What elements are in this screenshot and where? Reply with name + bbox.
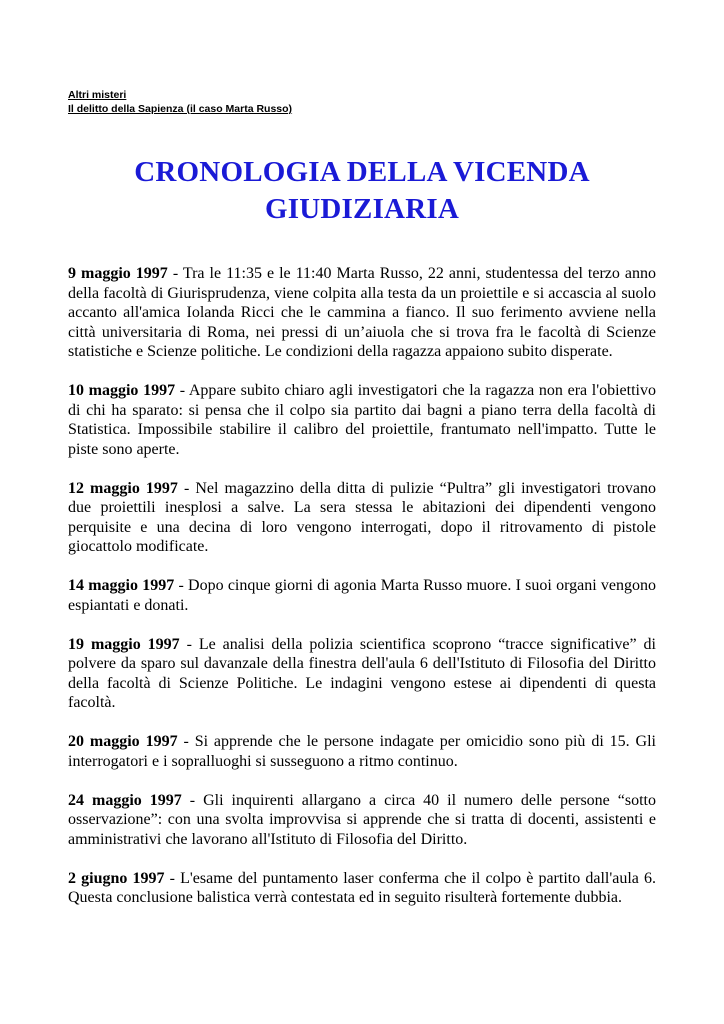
chronology-entry bbox=[68, 732, 656, 771]
chronology-entry bbox=[68, 635, 656, 713]
chronology-entry bbox=[68, 576, 656, 615]
entry-date: 10 maggio 1997 bbox=[68, 382, 176, 399]
page-title bbox=[68, 154, 656, 228]
chronology-entry bbox=[68, 479, 656, 557]
chronology-entry bbox=[68, 869, 656, 908]
entry-text: - Le analisi della polizia scientifica scoprono “tracce significative” di polvere da sparo sul davanzale della finestra dell'aula 6 dell'Istituto di Filosofia del Diritto della facoltà di Scienze Politiche. Le indagini vengono estese ai dipendenti di questa facoltà. bbox=[68, 635, 656, 711]
entry-date: 12 maggio 1997 bbox=[68, 479, 178, 497]
entry-date: 2 giugno 1997 bbox=[68, 869, 165, 887]
page-title-line-1: CRONOLOGIA DELLA VICENDA bbox=[134, 156, 590, 188]
breadcrumb bbox=[68, 88, 656, 116]
chronology-entry bbox=[68, 264, 656, 362]
entry-date: 24 maggio 1997 bbox=[68, 791, 182, 809]
entry-date: 20 maggio 1997 bbox=[68, 733, 178, 750]
page-title-line-2: GIUDIZIARIA bbox=[265, 193, 459, 225]
entry-text: - Gli inquirenti allargano a circa 40 il numero delle persone “sotto osservazione”: con una svolta improvvisa si apprende che si tratta di docenti, assistenti e amministrativi che lavorano all'Istituto di Filosofia del Diritto. bbox=[68, 791, 657, 848]
link-altri-misteri[interactable]: Altri misteri bbox=[68, 89, 127, 101]
entry-text: - Si apprende che le persone indagate per omicidio sono più di 15. Gli interrogatori e i sopralluoghi si susseguono a ritmo continuo. bbox=[68, 733, 656, 770]
entry-text: - Dopo cinque giorni di agonia Marta Russo muore. I suoi organi vengono espiantati e donati. bbox=[68, 577, 657, 614]
entry-date: 9 maggio 1997 bbox=[68, 265, 168, 282]
link-delitto-sapienza[interactable]: Il delitto della Sapienza (il caso Marta Russo) bbox=[68, 103, 293, 115]
entry-date: 19 maggio 1997 bbox=[68, 635, 180, 653]
entry-text: - Nel magazzino della ditta di pulizie “Pultra” gli investigatori trovano due proiettili inesplosi a salve. La sera stessa le abitazioni dei dipendenti vengono perquisite e una decina di loro vengono interrogati, dopo il ritrovamento di pistole giocattolo modificate. bbox=[68, 479, 656, 555]
chronology-list bbox=[68, 264, 656, 908]
entry-text: - Appare subito chiaro agli investigatori che la ragazza non era l'obiettivo di chi ha sparato: si pensa che il colpo sia partito dai bagni a piano terra della facoltà di Statistica. Impossibile stabilire il calibro del proiettile, frantumato nell'impatto. Tutte le piste sono aperte. bbox=[68, 382, 656, 458]
entry-text: - L'esame del puntamento laser conferma che il colpo è partito dall'aula 6. Questa conclusione balistica verrà contestata ed in seguito risulterà fortemente dubbia. bbox=[68, 869, 657, 906]
chronology-entry bbox=[68, 381, 656, 459]
entry-date: 14 maggio 1997 bbox=[68, 577, 175, 594]
entry-text: - Tra le 11:35 e le 11:40 Marta Russo, 22 anni, studentessa del terzo anno della facoltà di Giurisprudenza, viene colpita alla testa da un proiettile e si accascia al suolo accanto all'amica Iolanda Ricci che le cammina a fianco. Il suo ferimento avviene nella città universitaria di Roma, nei pressi di un’aiuola che si trova fra le facoltà di Scienze statistiche e Scienze politiche. Le condizioni della ragazza appaiono subito disperate. bbox=[68, 265, 656, 360]
chronology-entry bbox=[68, 791, 656, 850]
